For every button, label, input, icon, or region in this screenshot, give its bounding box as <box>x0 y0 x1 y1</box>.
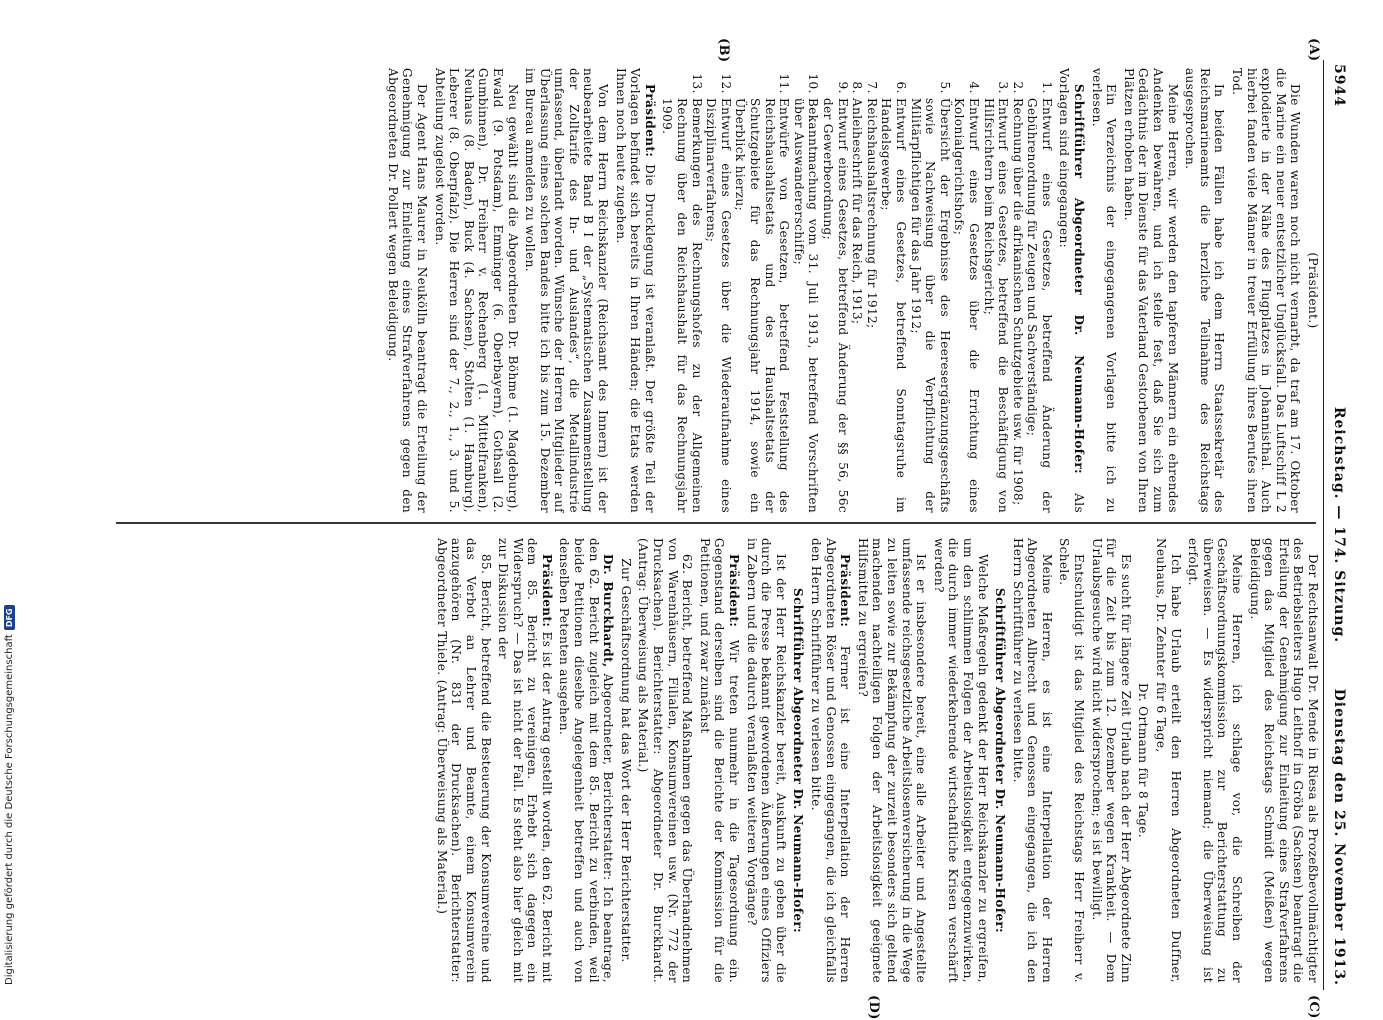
list-item: 10. Bekanntmachung vom 31. Juli 1913, betreffend Vorschriften über Auswandererschiffe; <box>791 98 820 513</box>
paragraph-text: Abgeordneter, Berichterstatter: Ich beantrage, den 62. Bericht zugleich mit dem 85. Bericht zu verbinden, weil beide Petitionen dieselbe Angelegenheit betreffen und auch von denselben Petenten ausgehen. <box>557 538 616 983</box>
paragraph-text: Ferner ist eine Interpellation der Herren Abgeordneten Röser und Genossen eingegangen, die ich gleichfalls den Herrn Schriftführer zu verlesen bitte. <box>809 538 853 983</box>
paragraph: Neu gewählt sind die Abgeordneten Dr. Böhme (1. Magdeburg), Ewald (9. Potsdam), Emminger (6. Oberbayern), Gothsall (2. Gumbinnen), Dr. Freiherr v. Rechenberg (1. Mittelfranken), Neuhaus (8. Baden), Buck (4. Sachsen), Stolten (1. Hamburg), Leberer (8. Oberpfalz). Die Herren sind der 7., 2., 1., 3. und 5. Abteilung zugelost worden. <box>432 68 520 513</box>
paragraph: Es sucht für längere Zeit Urlaub nach der Herr Abgeordnete Zinn für die Zeit bis zum 12. Dezember wegen Krankheit. — Dem Urlaubsgesuche wird nicht widersprochen; es ist bewilligt. <box>1089 538 1133 983</box>
list-item: 12. Entwurf eines Gesetzes über die Wiederaufnahme eines Disziplinarverfahrens; <box>704 98 733 513</box>
paragraph: 62. Bericht, betreffend Maßnahmen gegen das Überhandnehmen von Warenhäusern, Filialen, Konsumvereinen usw. (Nr. 772 der Drucksachen). Berichterstatter: Abgeordneter Dr. Burckhardt. (Antrag: Überweisung als Material.) <box>636 538 695 983</box>
page-header <box>1326 60 1350 990</box>
speaker-paragraph <box>697 538 741 983</box>
paragraph: Welche Maßregeln gedenkt der Herr Reichskanzler zu ergreifen, um den schlimmen Folgen der Arbeitslosigkeit entgegenzuwirken, die durch immer wiederkehrende wirtschaftliche Krisen verschärft werden? <box>931 538 990 983</box>
list-item: 13. Bemerkungen des Rechnungshofes zu der Allgemeinen Rechnung über den Reichshaushalt für das Rechnungsjahr 1909. <box>660 98 704 513</box>
session-date: Dienstag den 25. November 1913. <box>1331 688 1347 986</box>
paragraph: Von dem Herrn Reichskanzler (Reichsamt des Innern) ist der neubearbeitete Band B I der „Systematischen Zusammenstellung der Zolltarife des In- und Auslandes“, die Metallindustrie umfassend, überlandt worden. Wünsche der Herren Mitglieder auf Überlassung eines solchen Bandes bitte ich bis zum 15. Dezember im Bureau anmelden zu wollen. <box>523 68 611 513</box>
paragraph-text: Als Vorlagen sind eingegangen: <box>1057 68 1087 514</box>
paragraph: Ich habe Urlaub erteilt den Herren Abgeordneten Duffner, Neuhaus, Dr. Zehnter für 6 Tage, <box>1154 538 1183 983</box>
list-item: 8. Anleiheschrift für das Reich, 1913; <box>850 98 865 513</box>
margin-mark-c: (C) <box>1306 995 1321 1019</box>
speaker-paragraph <box>613 68 657 513</box>
list-item: 9. Entwurf eines Gesetzes, betreffend Änderung der §§ 56, 56c der Gewerbeordnung; <box>820 98 849 513</box>
paragraph: Der Rechtsanwalt Dr. Mende in Riesa als Prozeßbevollmächtigter des Betriebsleiters Hugo Leithoff in Gröba (Sachsen) beantragt die Erteilung der Genehmigung zur Einleitung eines Strafverfahrens gegen das Mitglied des Reichstags Schmidt (Meißen) wegen Beleidigung. <box>1247 538 1320 983</box>
speaker-name: Präsident: <box>539 554 554 628</box>
list-item: 7. Reichshaushaltsrechnung für 1912; <box>864 98 879 513</box>
list-item: 11. Entwürfe von Gesetzen, betreffend Feststellung des Reichshaushaltsetats und des Haushaltsetats der Schutzgebiete für das Rechnungsjahr 1914, sowie ein Überblick hierzu; <box>733 98 791 513</box>
running-title: Reichstag. — 174. Sitzung. <box>1331 406 1347 644</box>
speaker-paragraph <box>1057 68 1086 513</box>
speaker-tag: (Präsident.) <box>1306 252 1320 329</box>
list-item: 2. Rechnung über die afrikanischen Schutzgebiete usw. für 1908; <box>1010 98 1025 513</box>
paragraph: Meine Herren, wir werden den tapferen Männern ein ehrendes Andenken bewahren, und ich stelle fest, daß Sie sich zum Gedächtnis der im Dienste für das Vaterland Gestorbenen von Ihren Plätzen erhoben haben. <box>1121 68 1180 513</box>
speaker-name: Präsident: <box>727 554 742 628</box>
page-number: 5944 <box>1331 64 1347 107</box>
speaker-name: Dr. Burckhardt, <box>601 554 616 668</box>
speaker-name: Schriftführer Abgeordneter Dr. Neumann-Hofer: <box>1072 84 1087 474</box>
footer-text: Digitalisierung gefördert durch die Deutsche Forschungsgemeinschaft <box>4 634 15 985</box>
header-rule <box>1323 60 1324 990</box>
paragraph: Dr. Ortmann für 8 Tage. <box>1136 682 1151 839</box>
speaker-paragraph <box>496 538 554 983</box>
list-item: 1. Entwurf eines Gesetzes, betreffend Änderung der Gebührenordnung für Zeugen und Sachverständige; <box>1025 98 1054 513</box>
paragraph: In beiden Fällen habe ich dem Herrn Staatssekretär des Reichsmarineamts die herzliche Teilnahme des Reichstags ausgesprochen. <box>1183 68 1227 513</box>
speaker-paragraph <box>808 538 852 983</box>
paragraph: Der Agent Hans Maurer in Neukölln beantragt die Erteilung der Genehmigung zur Einleitung eines Strafverfahrens gegen den Abgeordneten Dr. Pollert wegen Beleidigung. <box>385 68 429 513</box>
margin-mark-b: (B) <box>716 38 731 63</box>
paragraph: Zur Geschäftsordnung hat das Wort der Herr Berichterstatter. <box>618 558 633 963</box>
paragraph: Entschuldigt ist das Mitglied des Reichstags Herr Freiherr v. Schele. <box>1057 538 1087 983</box>
margin-mark-a: (A) <box>1306 38 1321 62</box>
list-item: 5. Übersicht der Ergebnisse des Heeresergänzungsgeschäfts sowie Nachweisung über die Verpflichtung der Militärpflichtigen für das Jahr 1912; <box>908 98 952 513</box>
funding-footer <box>4 605 15 985</box>
right-column <box>431 538 1320 983</box>
margin-mark-d: (D) <box>866 995 881 1020</box>
paragraph: Meine Herren, es ist eine Interpellation der Herren Abgeordneten Albrecht und Genossen eingegangen, die ich den Herrn Schriftführer zu verlesen bitte. <box>1010 538 1054 983</box>
speaker-name: Schriftführer Abgeordneter Dr. Neumann-Hofer: <box>791 588 806 933</box>
speaker-name: Schriftführer Abgeordneter Dr. Neumann-Hofer: <box>993 588 1008 933</box>
list-item: 3. Entwurf eines Gesetzes, betreffend die Beschäftigung von Hilfsrichtern beim Reichsgericht; <box>981 98 1010 513</box>
column-divider <box>116 522 1316 524</box>
paragraph: Die Wunden waren noch nicht vernarbt, da traf am 17. Oktober die Marine ein neuer entsetzlicher Unglücksfall. Das Luftschiff L 2 explodierte in der Nähe des Flugplatzes in Johannisthal. Auch hierbei fanden viele Männer in treuer Erfüllung ihres Berufes ihren Tod. <box>1230 68 1303 513</box>
speaker-name: Präsident: <box>642 84 657 158</box>
speaker-name: Präsident: <box>838 554 853 628</box>
dfg-logo: DFG <box>4 605 15 630</box>
left-column <box>382 68 1320 513</box>
list-item: 6. Entwurf eines Gesetzes, betreffend Sonntagsruhe im Handelsgewerbe; <box>879 98 908 513</box>
paragraph-text: Wir treten nunmehr in die Tagesordnung ein. Gegenstand derselben sind die Berichte der Kommission für die Petitionen, und zwar zunächst <box>697 538 742 984</box>
paragraph: Ein Verzeichnis der eingegangenen Vorlagen bitte ich zu verlesen. <box>1089 68 1119 513</box>
submissions-list <box>660 68 1054 513</box>
paragraph: Meine Herren, ich schlage vor, die Schreiben der Geschäftsordnungskommission zur Berichterstattung zu überweisen. — Es widerspricht niemand; die Überweisung ist erfolgt. <box>1186 538 1245 983</box>
paragraph-text: Es ist der Antrag gestellt worden, den 62. Bericht mit dem 85. Bericht zu vereinigen. Erhebt sich dagegen ein Widerspruch? — Das ist nicht der Fall. Es steht also hier gleich mit zur Diskussion der <box>496 538 554 983</box>
paragraph: 85. Bericht, betreffend die Besteuerung der Konsumvereine und das Verbot an Lehrer und Beamte, einem Konsumverein anzugehören (Nr. 831 der Drucksachen). Berichterstatter: Abgeordneter Thiele. (Antrag: Überweisung als Material.) <box>434 538 493 983</box>
speaker-paragraph <box>557 538 615 983</box>
paragraph-text: Die Drucklegung ist veranlaßt. Der größte Teil der Vorlagen befindet sich bereits in Ihren Händen; die Etats werden Ihnen noch heute zugehen. <box>613 68 657 513</box>
list-item: 4. Entwurf eines Gesetzes über die Errichtung eines Kolonialgerichtshofs; <box>952 98 981 513</box>
paragraph: Ist er insbesondere bereit, eine alle Arbeiter und Angestellte umfassende reichsgesetzliche Arbeitslosenversicherung in die Wege zu leiten sowie zur Bekämpfung der zurzeit besonders sich geltend machenden nachteiligen Folgen der Arbeitslosigkeit geeignete Hilfsmittel zu ergreifen? <box>855 538 929 983</box>
document-page <box>60 38 1350 1020</box>
paragraph: Ist der Herr Reichskanzler bereit, Auskunft zu geben über die durch die Presse bekannt gewordenen Äußerungen eines Offiziers in Zabern und die dadurch veranlaßten weiteren Vorgänge? <box>744 538 788 983</box>
